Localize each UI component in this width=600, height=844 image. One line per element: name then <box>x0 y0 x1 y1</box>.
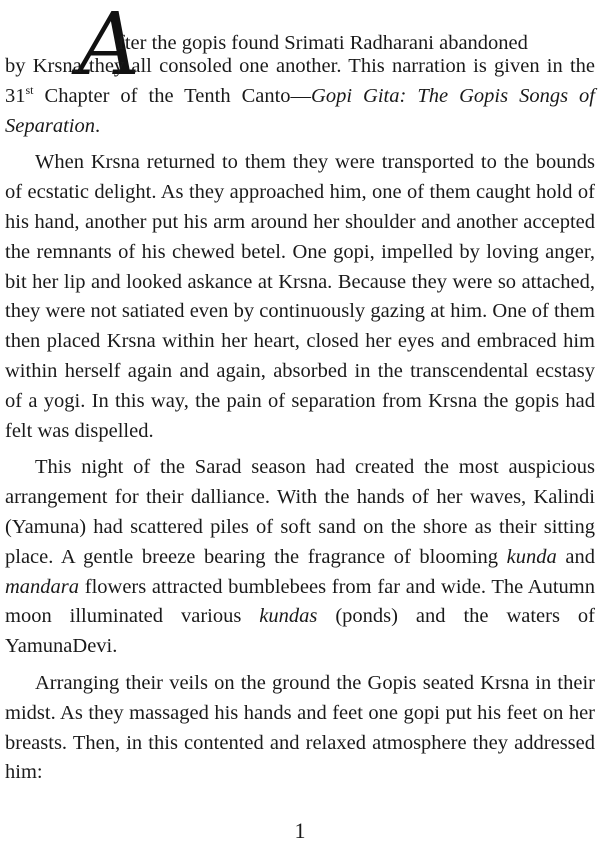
p1-end: . <box>94 114 101 137</box>
p3-italic-kunda: kunda <box>506 545 557 568</box>
page-number: 1 <box>294 818 306 843</box>
p1-text-a: by Krsna they all consoled one another. This narration is given in the 31 <box>5 55 595 107</box>
p3-italic-kundas: kundas <box>259 605 318 628</box>
paragraph-1 <box>5 0 595 141</box>
p3-text-b: and <box>556 545 595 568</box>
p3-text-c: flowers attracted bumblebees from far and wide. The Autumn moon illuminated various <box>5 575 595 628</box>
first-line-text: fter the gopis found Srimati Radharani abandoned <box>118 32 528 54</box>
p3-text-a: This night of the Sarad season had created the most auspicious arrangement for their dalliance. With the hands of her waves, Kalindi (Yamuna) had scattered piles of soft sand on the shore as their sitting place. A gentle breeze bearing the fragrance of blooming <box>5 456 595 568</box>
p1-text-b: Chapter of the Tenth Canto— <box>33 84 312 107</box>
p1-superscript: st <box>25 82 34 97</box>
p3-text-d: (ponds) and the waters of YamunaDevi. <box>5 605 595 658</box>
paragraph-3 <box>5 453 595 662</box>
drop-cap: A <box>78 0 141 95</box>
paragraph-4: Arranging their veils on the ground the Gopis seated Krsna in their midst. As they massaged his hands and feet one gopi put his feet on her breasts. Then, in this contented and relaxed atmosphere they addressed him: <box>5 671 595 784</box>
p3-italic-mandara: mandara <box>5 575 80 598</box>
body-text <box>5 0 595 795</box>
paragraph-2: When Krsna returned to them they were transported to the bounds of ecstatic delight. As they approached him, one of them caught hold of his hand, another put his arm around her shoulder and another accepted the remnants of his chewed betel. One gopi, impelled by loving anger, bit her lip and looked askance at Krsna. Because they were so attached, they were not satiated even by continuously gazing at him. One of them then placed Krsna within her heart, closed her eyes and embraced him within herself again and again, absorbed in the transcendental ecstasy of a yogi. In this way, the pain of separation from Krsna the gopis had felt was dispelled. <box>5 151 595 442</box>
p1-italic-title: Gopi Gita: The Gopis Songs of Separation <box>5 84 595 137</box>
